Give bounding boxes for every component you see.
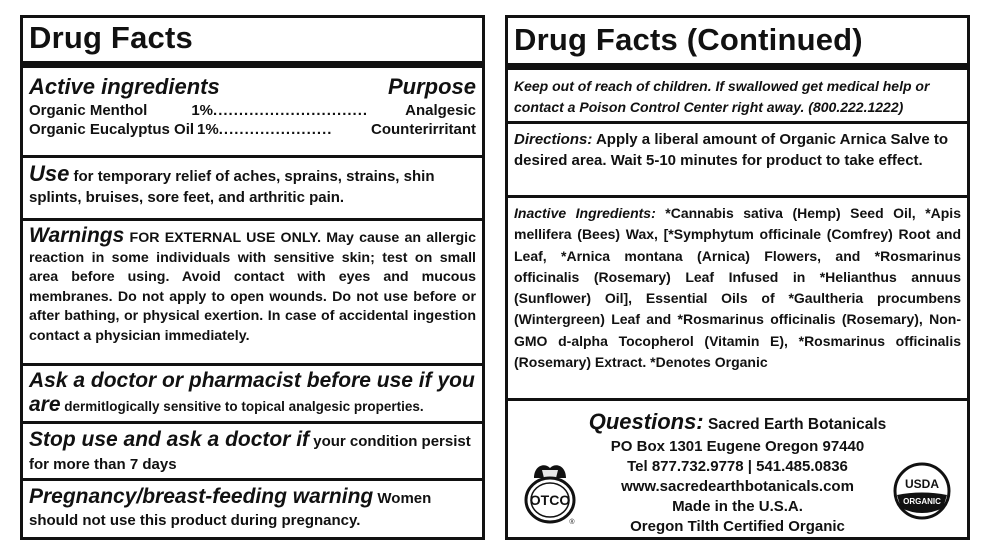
pregnancy-section: [23, 486, 482, 532]
ask-doctor-section: [23, 370, 482, 418]
drug-facts-title: Drug Facts: [29, 20, 193, 55]
divider: [508, 63, 967, 70]
drug-facts-panel: [20, 15, 485, 540]
ingredient-row: [29, 101, 476, 120]
warnings-text: FOR EXTERNAL USE ONLY. May cause an allergic reaction in some individuals with sensitive skin; test on small area before using. Avoid contact with eyes and mucous membranes. Do not apply to open wounds. Do not use before or after bathing, or physical exertion. In case of accidental ingestion contact a physician immediately.: [29, 230, 476, 344]
use-text: for temporary relief of aches, sprains, strains, shin splints, bruises, sore feet, and arthritic pain.: [29, 168, 435, 206]
inactive-ingredients-heading: Inactive Ingredients:: [514, 205, 656, 221]
use-section: [23, 163, 482, 208]
ingredient-amount: 1%: [197, 121, 219, 138]
purpose-heading: Purpose: [387, 74, 476, 99]
divider: [23, 218, 482, 221]
certified-line: Oregon Tilth Certified Organic: [630, 518, 845, 535]
directions-text: Apply a liberal amount of Organic Arnica Salve to desired area. Wait 5-10 minutes for product to take effect.: [514, 131, 948, 169]
inactive-ingredients-section: [508, 203, 967, 373]
divider: [23, 363, 482, 366]
usda-organic-seal-icon: [893, 462, 951, 520]
otco-text: OTCO: [529, 492, 571, 508]
divider: [508, 195, 967, 198]
drug-facts-continued-panel: [505, 15, 970, 540]
ingredient-name: Organic Menthol: [29, 102, 148, 119]
use-heading: Use: [29, 161, 70, 186]
address-line: PO Box 1301 Eugene Oregon 97440: [610, 438, 865, 455]
stop-use-section: [23, 428, 482, 476]
questions-heading: Questions:: [588, 409, 704, 434]
stop-use-text: your condition persist for more than 7 days: [29, 433, 471, 473]
ingredient-name: Organic Eucalyptus Oil: [29, 121, 195, 138]
ingredient-purpose: Counterirritant: [371, 121, 476, 138]
divider: [23, 61, 482, 68]
ingredient-amount: 1%: [191, 102, 214, 119]
pregnancy-heading: Pregnancy/breast-feeding warning: [29, 485, 374, 508]
inactive-ingredients-text: *Cannabis sativa (Hemp) Seed Oil, *Apis mellifera (Bees) Wax, [*Symphytum officinale (Comfrey) Root and Leaf, *Arnica montana (Arnica) Flowers, and *Rosmarinus officinalis (Rosemary) Leaf Infused in *Helianthus annuus (Sunflower) Oil], Essential Oils of *Gaultheria procumbens (Wintergreen) Leaf and *Rosmarinus officinalis (Rosemary), Non-GMO d-alpha Tocopherol (Vitamin E), *Rosmarinus officinalis (Rosemary) Extract. *Denotes Organic: [514, 205, 961, 371]
drug-facts-continued-title: Drug Facts (Continued): [514, 22, 863, 57]
otco-logo-icon: [522, 460, 578, 526]
keep-out-of-reach-warning: Keep out of reach of children. If swallowed get medical help or contact a Poison Control Center right away. (800.222.1222): [514, 78, 930, 115]
warnings-section: [23, 226, 482, 346]
divider: [508, 121, 967, 124]
ask-doctor-heading: Ask a doctor or pharmacist before use if you are: [29, 369, 475, 416]
organic-text: ORGANIC: [903, 497, 941, 506]
active-ingredients-section: [23, 74, 482, 139]
website-link[interactable]: www.sacredearthbotanicals.com: [621, 478, 854, 495]
usda-text: USDA: [904, 477, 940, 491]
pregnancy-text: Women should not use this product during pregnancy.: [29, 490, 432, 529]
divider: [23, 478, 482, 481]
directions-heading: Directions:: [514, 131, 593, 148]
registered-mark: ®: [569, 519, 575, 526]
ingredient-purpose: Analgesic: [405, 102, 476, 119]
ask-doctor-text: dermitlogically sensitive to topical analgesic properties.: [60, 399, 424, 414]
made-in-line: Made in the U.S.A.: [672, 498, 803, 515]
warnings-heading: Warnings: [29, 224, 125, 247]
directions-section: [508, 129, 967, 171]
divider: [23, 155, 482, 158]
stop-use-heading: Stop use and ask a doctor if: [29, 428, 310, 451]
leader-dots: ..............................: [213, 102, 369, 119]
company-name: Sacred Earth Botanicals: [703, 416, 887, 433]
ingredient-row: [29, 120, 476, 139]
divider: [508, 398, 967, 401]
active-ingredients-heading: Active ingredients: [29, 74, 220, 99]
divider: [23, 421, 482, 424]
phone-line: Tel 877.732.9778 | 541.485.0836: [627, 458, 848, 475]
leader-dots: ......................: [218, 121, 333, 138]
